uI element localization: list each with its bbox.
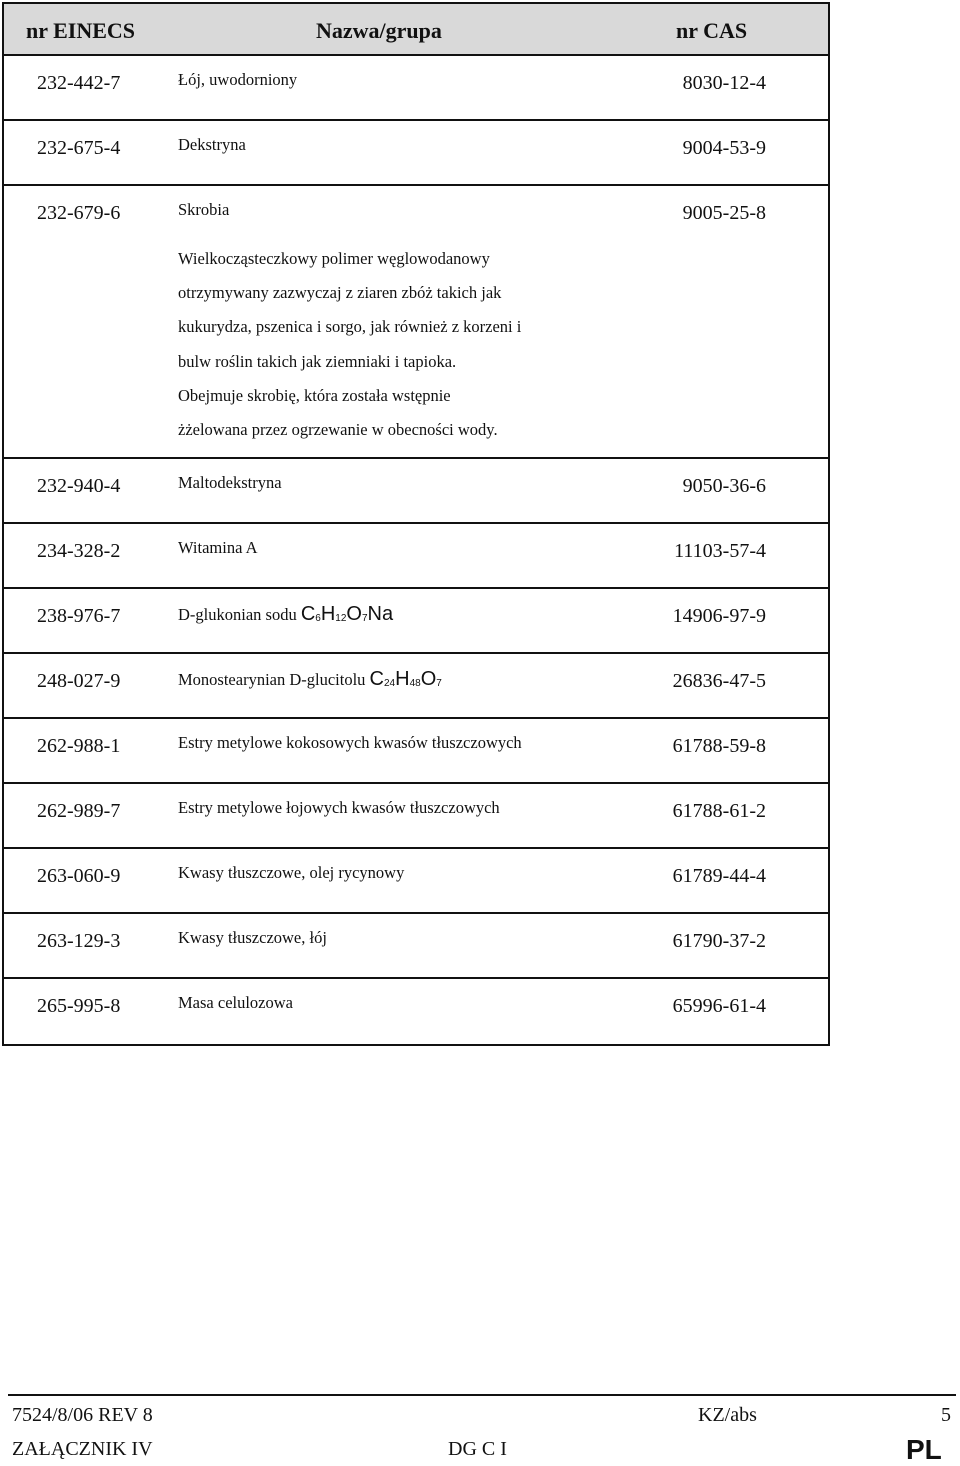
substance-name: D-glukonian sodu (178, 605, 297, 624)
table-row (4, 979, 828, 1044)
substance-name: Estry metylowe kokosowych kwasów tłuszczowych (178, 733, 522, 752)
footer-divider (8, 1394, 956, 1396)
cas-number: 11103-57-4 (674, 540, 766, 562)
cas-number: 61788-61-2 (672, 800, 766, 822)
footer-page-number: 5 (941, 1404, 951, 1426)
cas-number: 9004-53-9 (682, 137, 766, 159)
table-row (4, 719, 828, 784)
header-einecs: nr EINECS (26, 18, 136, 43)
chemical-formula (370, 668, 442, 690)
einecs-number: 265-995-8 (37, 995, 121, 1017)
substance-name: Kwasy tłuszczowe, olej rycynowy (178, 863, 405, 882)
formula-count: 24 (384, 678, 396, 689)
table-row (4, 56, 828, 121)
formula-element: H (320, 603, 336, 625)
cas-number: 61788-59-8 (672, 735, 766, 757)
table-row (4, 784, 828, 849)
substance-description (178, 242, 638, 447)
einecs-number: 232-442-7 (37, 72, 121, 94)
einecs-number: 232-940-4 (37, 475, 121, 497)
cas-number: 9005-25-8 (682, 202, 766, 224)
footer-annex: ZAŁĄCZNIK IV (12, 1438, 153, 1460)
cas-number: 61789-44-4 (672, 865, 766, 887)
formula-count: 12 (335, 613, 347, 624)
substance-name: Skrobia (178, 200, 230, 219)
einecs-number: 232-675-4 (37, 137, 121, 159)
formula-count: 7 (361, 613, 368, 624)
formula-count: 7 (436, 678, 442, 689)
footer-doc-ref: 7524/8/06 REV 8 (12, 1404, 153, 1426)
cas-number: 9050-36-6 (682, 475, 766, 497)
footer-dg: DG C I (448, 1438, 507, 1460)
substance-name-with-formula (178, 603, 393, 626)
einecs-number: 238-976-7 (37, 605, 121, 627)
table-header (4, 4, 828, 56)
substance-name-with-formula (178, 668, 442, 691)
formula-element: O (346, 603, 362, 625)
table-row (4, 524, 828, 589)
description-line: Obejmuje skrobię, która została wstępnie (178, 385, 451, 405)
einecs-number: 234-328-2 (37, 540, 121, 562)
table-row (4, 186, 828, 459)
substance-name: Łój, uwodorniony (178, 70, 298, 89)
einecs-number: 262-989-7 (37, 800, 121, 822)
formula-count: 48 (409, 678, 421, 689)
formula-element: O (420, 668, 437, 690)
description-line: Wielkocząsteczkowy polimer węglowodanowy (178, 249, 490, 268)
description-line: otrzymywany zazwyczaj z ziaren zbóż takich jak (178, 283, 502, 303)
cas-number: 26836-47-5 (672, 670, 766, 692)
substance-name: Masa celulozowa (178, 993, 293, 1012)
footer-initials: KZ/abs (698, 1404, 757, 1426)
substance-name: Witamina A (178, 538, 258, 557)
header-cas: nr CAS (676, 18, 748, 43)
formula-count: 6 (315, 613, 321, 624)
table-row (4, 849, 828, 914)
footer-language: PL (906, 1434, 942, 1465)
einecs-number: 232-679-6 (37, 202, 121, 224)
table-row (4, 589, 828, 654)
substance-name: Monostearynian D-glucitolu (178, 670, 366, 689)
description-line: kukurydza, pszenica i sorgo, jak również z korzeni i (178, 317, 522, 337)
einecs-number: 263-129-3 (37, 930, 121, 952)
substances-table (2, 2, 830, 1046)
formula-element: C (300, 603, 316, 625)
description-line: żżelowana przez ogrzewanie w obecności wody. (178, 420, 498, 440)
einecs-number: 262-988-1 (37, 735, 121, 757)
formula-element: H (395, 668, 410, 690)
chemical-formula (301, 603, 393, 625)
substance-name: Maltodekstryna (178, 473, 282, 492)
formula-element: C (369, 668, 384, 690)
table-row (4, 914, 828, 979)
substance-name: Kwasy tłuszczowe, łój (178, 928, 327, 947)
formula-element: Na (367, 603, 394, 625)
description-line: bulw roślin takich jak ziemniaki i tapioka. (178, 351, 457, 371)
cas-number: 14906-97-9 (672, 605, 766, 627)
table-row (4, 121, 828, 186)
cas-number: 8030-12-4 (682, 72, 766, 94)
einecs-number: 248-027-9 (37, 670, 121, 692)
header-name: Nazwa/grupa (316, 18, 442, 43)
cas-number: 65996-61-4 (672, 995, 766, 1017)
table-row (4, 459, 828, 524)
table-row (4, 654, 828, 719)
cas-number: 61790-37-2 (672, 930, 766, 952)
substance-name: Estry metylowe łojowych kwasów tłuszczowych (178, 798, 500, 817)
einecs-number: 263-060-9 (37, 865, 121, 887)
substance-name: Dekstryna (178, 135, 246, 154)
